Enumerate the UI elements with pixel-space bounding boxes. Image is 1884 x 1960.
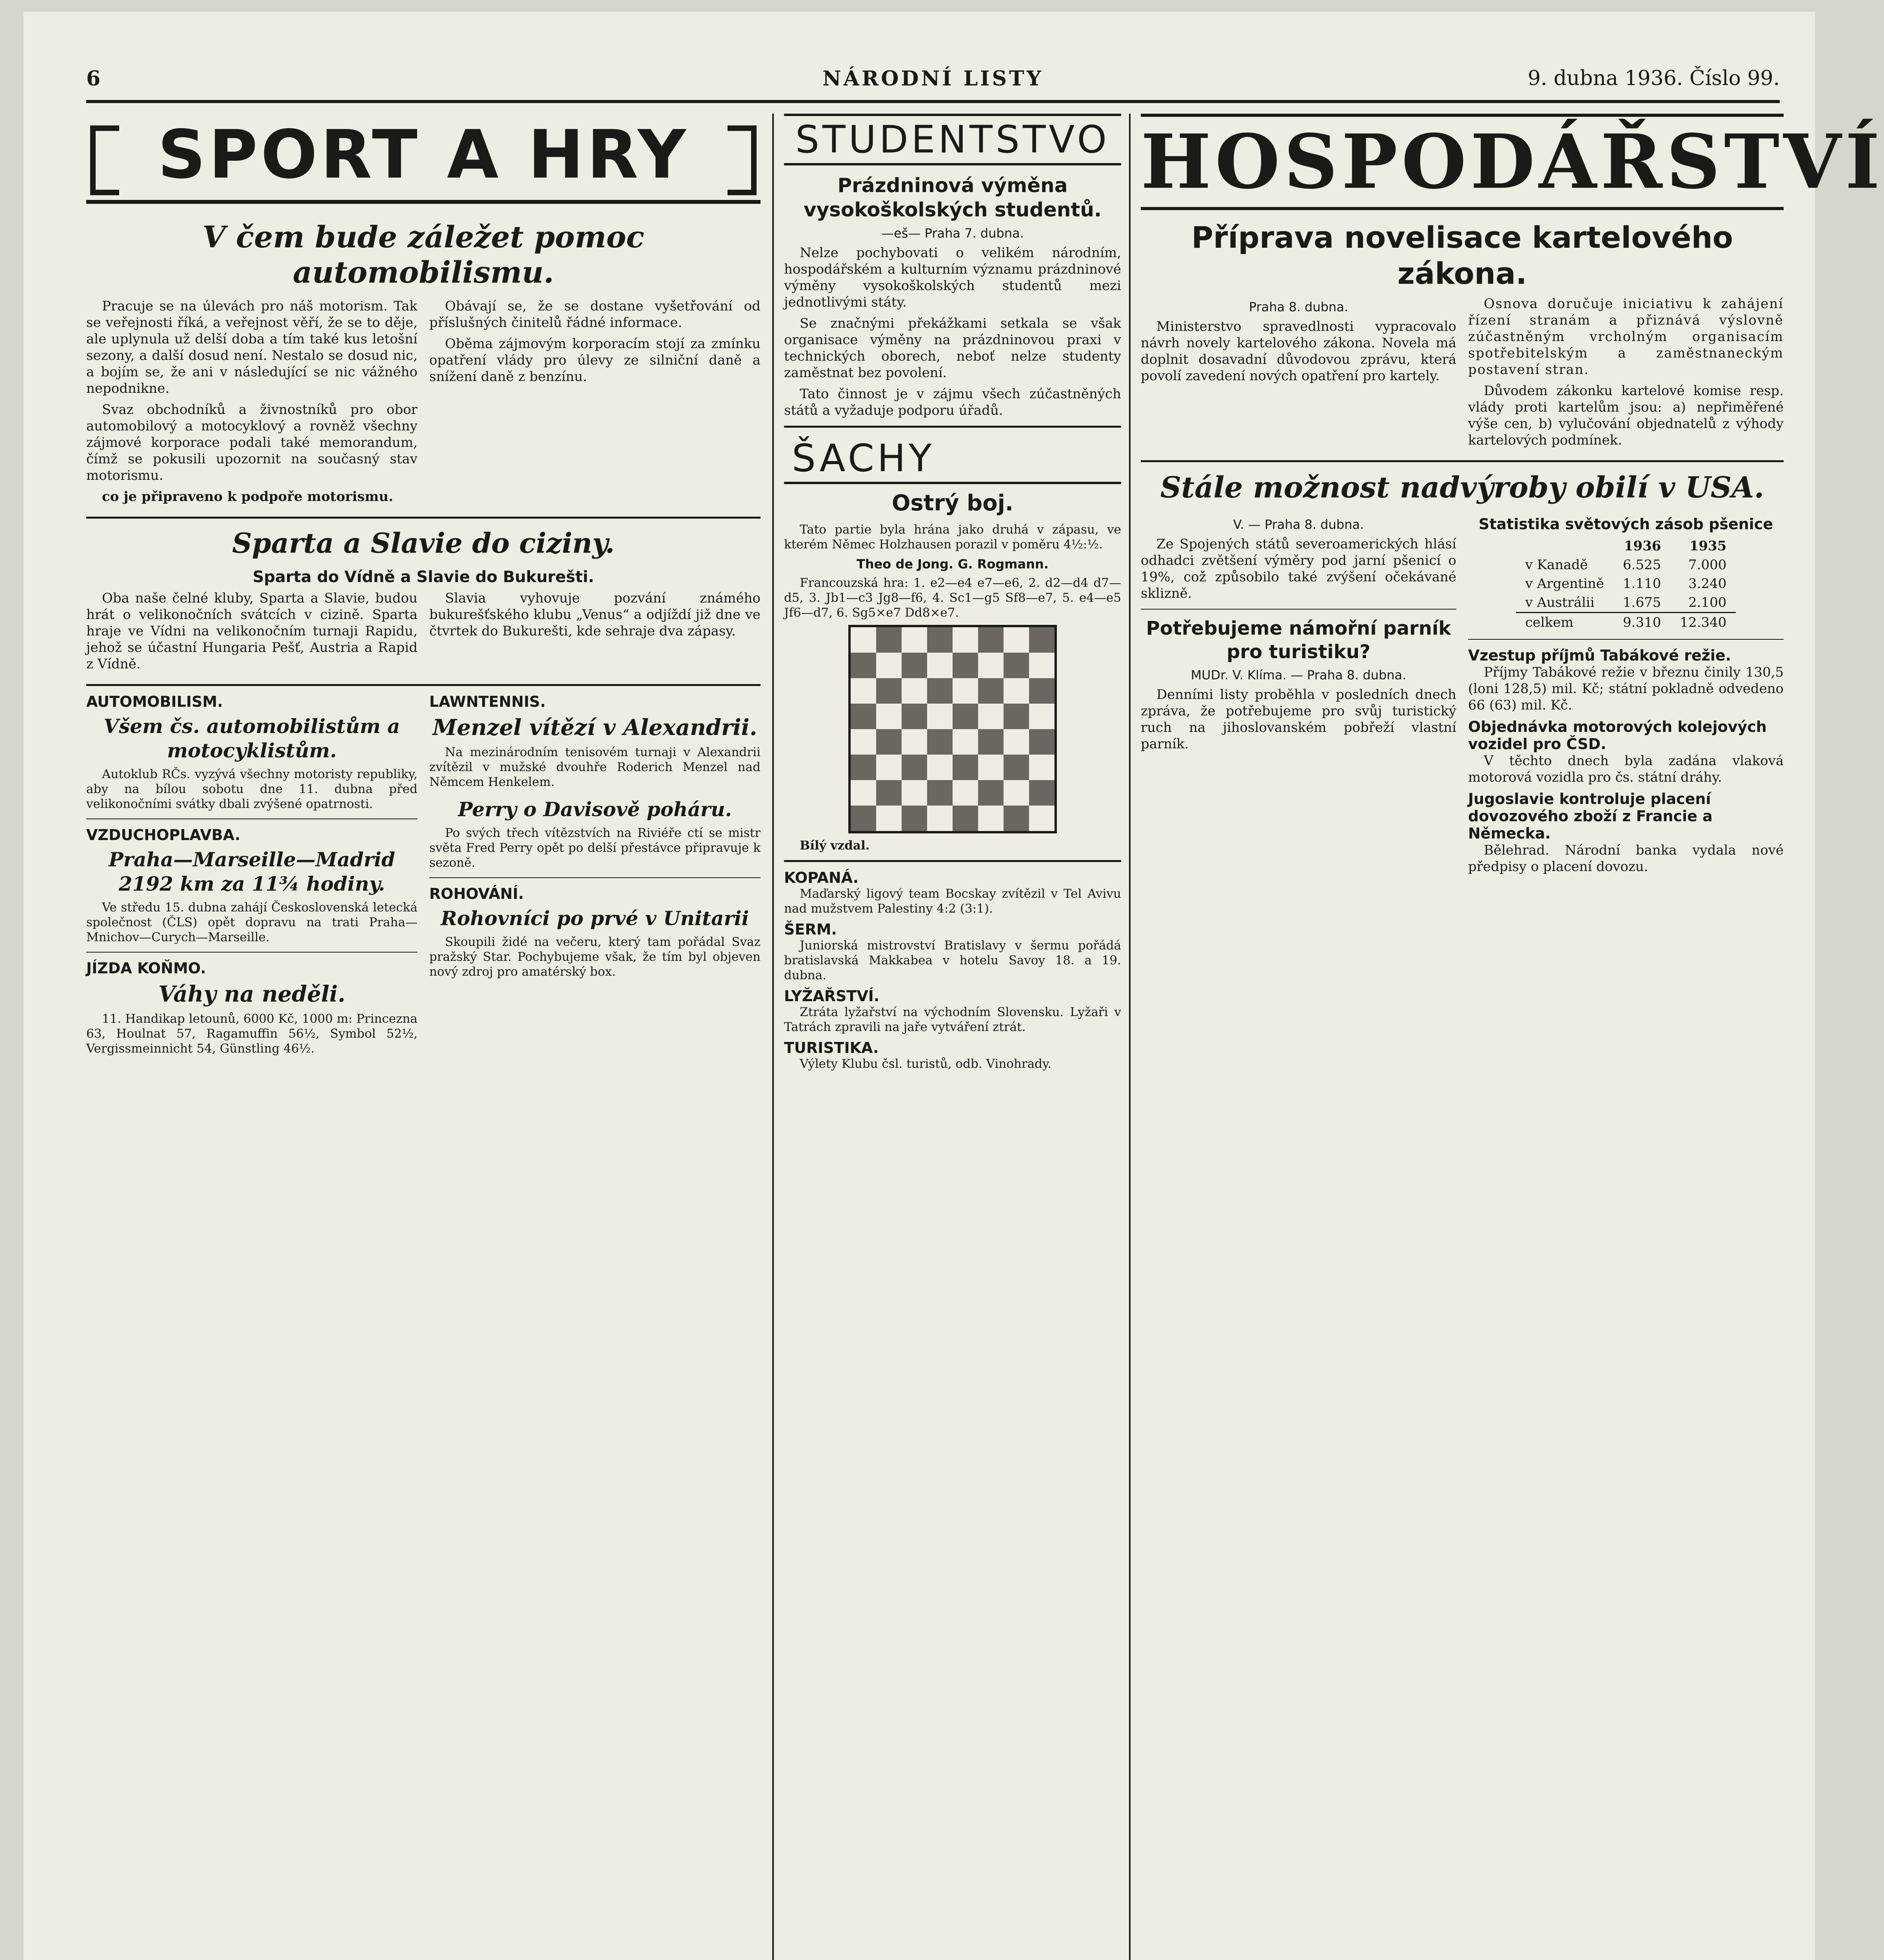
grain-body [1141,513,1784,880]
table-header-cell [1516,537,1614,555]
horse-section-title: JÍZDA KOŇMO. [86,960,206,977]
rowing-paragraph: Skoupili židé na večeru, který tam pořádal Svaz pražský Star. Pochybujeme však, že tím byl objeven nový zdroj pro amatérský box. [429,935,760,979]
table-header-row [1516,537,1736,555]
table-cell: 7.000 [1688,557,1727,573]
perry-paragraph: Po svých třech vítězstvích na Riviéře ctí se mistr světa Fred Perry opět po delší přestávce připravuje k sezoně. [429,826,760,870]
newspaper-page [24,12,1884,1960]
cartel-paragraph: Osnova doručuje iniciativu k zahájení řízení stranám a přiznává výslovně zúčastněným vrcholným organisacím spotřebitelským a zaměstnaneckým postavení stran. [1468,296,1784,377]
air-headline: Praha—Marseille—Madrid 2192 km za 11¾ hodiny. [109,848,395,895]
fencing-section-title: ŠERM. [784,921,837,938]
tennis-paragraph: Na mezinárodním tenisovém turnaji v Alexandrii zvítězil v mužské dvouhře Roderich Menzel nad Němcem Henkelem. [429,745,760,789]
tennis-section-title: LAWNTENNIS. [429,693,546,710]
table-cell: v Austrálii [1525,595,1595,610]
chess-intro: Tato partie byla hrána jako druhá v zápasu, ve kterém Němec Holzhausen porazil v poměru 4½:½. [784,523,1121,552]
chess-banner: ŠACHY [784,435,1121,484]
chess-players: Theo de Jong. G. Rogmann. [857,557,1049,572]
sport-section [86,110,760,1960]
sport-lead-body [86,298,760,510]
ship-byline: MUDr. V. Klíma. — Praha 8. dubna. [1191,668,1407,682]
rail-headline: Objednávka motorových kolejových vozidel pro ČSD. [1468,718,1767,753]
cartel-paragraph: Ministerstvo spravedlnosti vypracovalo návrh novely kartelového zákona. Novela má doplnit dosavadní důvodovou zprávu, která povolí zavedení nových opatření pro kartely. [1141,319,1456,384]
table-cell: 2.100 [1688,595,1727,610]
paper-name: NÁRODNÍ LISTY [822,67,1044,91]
sport-lead-headline: V čem bude záležet pomoc automobilismu. [202,220,644,290]
table-cell: 12.340 [1670,613,1736,632]
tourism-section-title: TURISTIKA. [784,1039,879,1056]
football-paragraph: Maďarský ligový team Bocskay zvítězil v Tel Avivu nad mužstvem Palestiny 4:2 (3:1). [784,887,1121,916]
student-paragraph: Nelze pochybovati o velikém národním, hospodářském a kulturním významu prázdninové výměny vysokoškolských studentů mezi jednotlivými státy. [784,245,1121,310]
student-paragraph: Tato činnost je v zájmu všech zúčastněných států a vyžaduje podporu úřadů. [784,386,1121,418]
table-cell: 1.110 [1623,576,1661,592]
economy-banner: HOSPODÁŘSTVÍ [1141,114,1784,210]
tobacco-paragraph: Příjmy Tabákové režie v březnu činily 130,5 (loni 128,5) mil. Kč; státní pokladně odvedeno 66 (63) mil. Kč. [1468,664,1784,713]
student-paragraph: Se značnými překážkami setkala se však organisace výměny na prázdninovou praxi v technických oborech, neboť nelze studenty zaměstnat bez povolení. [784,316,1121,381]
slavia-paragraph: Slavia vyhovuje pozvání známého bukurešťského klubu „Venus“ a odjíždí již dne ve čtvrtek do Bukurešti, kde sehraje dva zápasy. [429,590,760,639]
cartel-body [1141,296,1784,453]
divider [1468,639,1784,640]
sport-lead-paragraph: Oběma zájmovým korporacím stojí za zmínku opatření vlády pro úlevy ze silniční daně a snížení daně z benzínu. [429,336,760,385]
student-banner: STUDENTSTVO [784,114,1121,165]
rowing-section-title: ROHOVÁNÍ. [429,885,524,902]
grain-stats-table [1516,537,1736,632]
tobacco-headline: Vzestup příjmů Tabákové režie. [1468,647,1731,664]
table-cell: 6.525 [1623,557,1661,573]
sparta-subheadline: Sparta do Vídně a Slavie do Bukurešti. [252,568,594,586]
divider [1141,609,1456,610]
column-divider [772,114,774,1960]
table-row [1516,574,1736,593]
table-cell: v Kanadě [1525,557,1588,573]
yugoslavia-paragraph: Bělehrad. Národní banka vydala nové předpisy o placení dovozu. [1468,842,1784,875]
issue-date: 9. dubna 1936. Číslo 99. [1528,67,1780,90]
chess-headline: Ostrý boj. [891,490,1014,516]
cartel-headline: Příprava novelisace kartelového zákona. [1191,220,1733,291]
chess-board [848,625,1057,833]
skiing-paragraph: Ztráta lyžařství na východním Slovensku. Lyžaři v Tatrách zpravili na jaře vytváření ztrát. [784,1005,1121,1034]
divider [784,426,1121,428]
skiing-section-title: LYŽAŘSTVÍ. [784,987,880,1005]
sparta-body [86,590,760,677]
column-divider [1129,114,1131,1960]
chess-moves: Francouzská hra: 1. e2—e4 e7—e6, 2. d2—d4 d7—d5, 3. Jb1—c3 Jg8—f6, 4. Sc1—g5 Sf8—e7, 5. e4—e5 Jf6—d7, 6. Sg5×e7 Dd8×e7. [784,576,1121,620]
tourism-paragraph: Výlety Klubu čsl. turistů, odb. Vinohrady. [800,1057,1052,1071]
sport-lead-paragraph: Obávají se, že se dostane vyšetřování od příslušných činitelů řádné informace. [429,298,760,330]
football-section-title: KOPANÁ. [784,869,859,886]
divider [86,517,760,519]
auto-section-title: AUTOMOBILISM. [86,693,223,710]
sport-lead-paragraph: Svaz obchodníků a živnostníků pro obor automobilový a motocyklový a rovněž všechny zájmové korporace podali také memorandum, čímž se pokusili upozornit na současný stav motorismu. [86,402,417,483]
sport-banner: SPORT A HRY [86,110,760,204]
divider [86,684,760,686]
perry-headline: Perry o Davisově poháru. [458,798,732,821]
grain-paragraph: Ze Spojených států severoamerických hlásí odhadci zvětšení výměry pod jarní pšenicí o 19%, což způsobilo také zvýšení očekávané sklizně. [1141,536,1456,601]
divider [429,877,760,878]
horse-headline: Váhy na neděli. [158,981,345,1007]
student-section [784,114,1121,1960]
rowing-headline: Rohovníci po prvé v Unitarii [441,907,749,930]
page-header [86,67,1780,98]
grain-headline: Stále možnost nadvýroby obilí v USA. [1160,471,1764,505]
rail-paragraph: V těchto dnech byla zadána vlaková motorová vozidla pro čs. státní dráhy. [1468,753,1784,785]
auto-paragraph: Autoklub RČs. vyzývá všechny motoristy republiky, aby na bílou sobotu dne 11. dubna před velikonočními svátky dbali zvýšené opatrnosti. [86,767,417,811]
grain-stats-title: Statistika světových zásob pšenice [1479,515,1773,533]
divider [86,952,417,953]
ship-headline: Potřebujeme námořní parník pro turistiku? [1146,617,1451,663]
economy-section [1141,114,1884,1960]
table-cell: 9.310 [1614,613,1670,632]
yugoslavia-headline: Jugoslavie kontroluje placení dovozového zboží z Francie a Německa. [1468,790,1713,842]
cartel-byline: Praha 8. dubna. [1249,299,1349,314]
air-paragraph: Ve středu 15. dubna zahájí Československá letecká společnost (ČLS) opět dopravu na trati Praha—Mnichov—Curych—Marseille. [86,900,417,944]
air-section-title: VZDUCHOPLAVBA. [86,826,241,844]
sport-lead-paragraph: Pracuje se na úlevách pro náš motorism. Tak se veřejnosti říká, a veřejnost věří, že se to děje, ale uplynula už delší doba a tím také kus letošní sezony, a další dosud není. Nestalo se dosud nic, a bojím se, že ani v následující se nic vážného nepodnikne. [86,298,417,396]
divider [784,860,1121,862]
sport-points-title: co je připraveno k podpoře motorismu. [102,489,393,505]
chess-result: Bílý vzdal. [800,838,870,853]
page-number: 6 [86,67,101,91]
student-headline: Prázdninová výměna vysokoškolských studentů. [803,174,1102,221]
sport-briefs [86,693,760,1061]
sparta-headline: Sparta a Slavie do ciziny. [232,527,615,559]
header-rule [86,100,1780,103]
fencing-paragraph: Juniorská mistrovství Bratislavy v šermu pořádá bratislavská Makkabea v hotelu Savoy 18. a 19. dubna. [784,938,1121,982]
table-row [1516,613,1736,632]
table-cell: celkem [1516,613,1614,632]
sparta-paragraph: Oba naše čelné kluby, Sparta a Slavie, budou hrát o velikonočních svátcích v cizině. Sparta hraje ve Vídni na velikonočním turnaji Rapidu, jehož se účastní Hungaria Pešť, Austria a Rapid z Vídně. [86,590,417,672]
ship-paragraph: Denními listy proběhla v posledních dnech zpráva, že potřebujeme pro svůj turistický ruch na jihoslovanském pobřeží vlastní parník. [1141,687,1456,752]
auto-headline: Všem čs. automobilistům a motocyklistům. [103,715,400,762]
student-byline: —eš— Praha 7. dubna. [881,226,1024,241]
table-header-cell: 1935 [1689,538,1727,554]
cartel-paragraph: Důvodem zákonku kartelové komise resp. vlády proti kartelům jsou: a) nepřiměřené výše cen, b) vylučování objednatelů z výhody kartelových podmínek. [1468,383,1784,448]
horse-paragraph: 11. Handikap letounů, 6000 Kč, 1000 m: Princezna 63, Houlnat 57, Ragamuffin 56½, Symbol 52½, Vergissmeinnicht 54, Günstling 46½. [86,1012,417,1056]
table-row [1516,593,1736,613]
table-row [1516,555,1736,574]
table-cell: 1.675 [1623,595,1661,610]
divider [1141,460,1784,462]
divider [86,818,417,819]
grain-byline: V. — Praha 8. dubna. [1233,517,1364,532]
table-cell: v Argentině [1525,576,1604,592]
table-header-cell: 1936 [1624,538,1661,554]
table-cell: 3.240 [1688,576,1727,592]
tennis-headline: Menzel vítězí v Alexandrii. [432,715,757,740]
